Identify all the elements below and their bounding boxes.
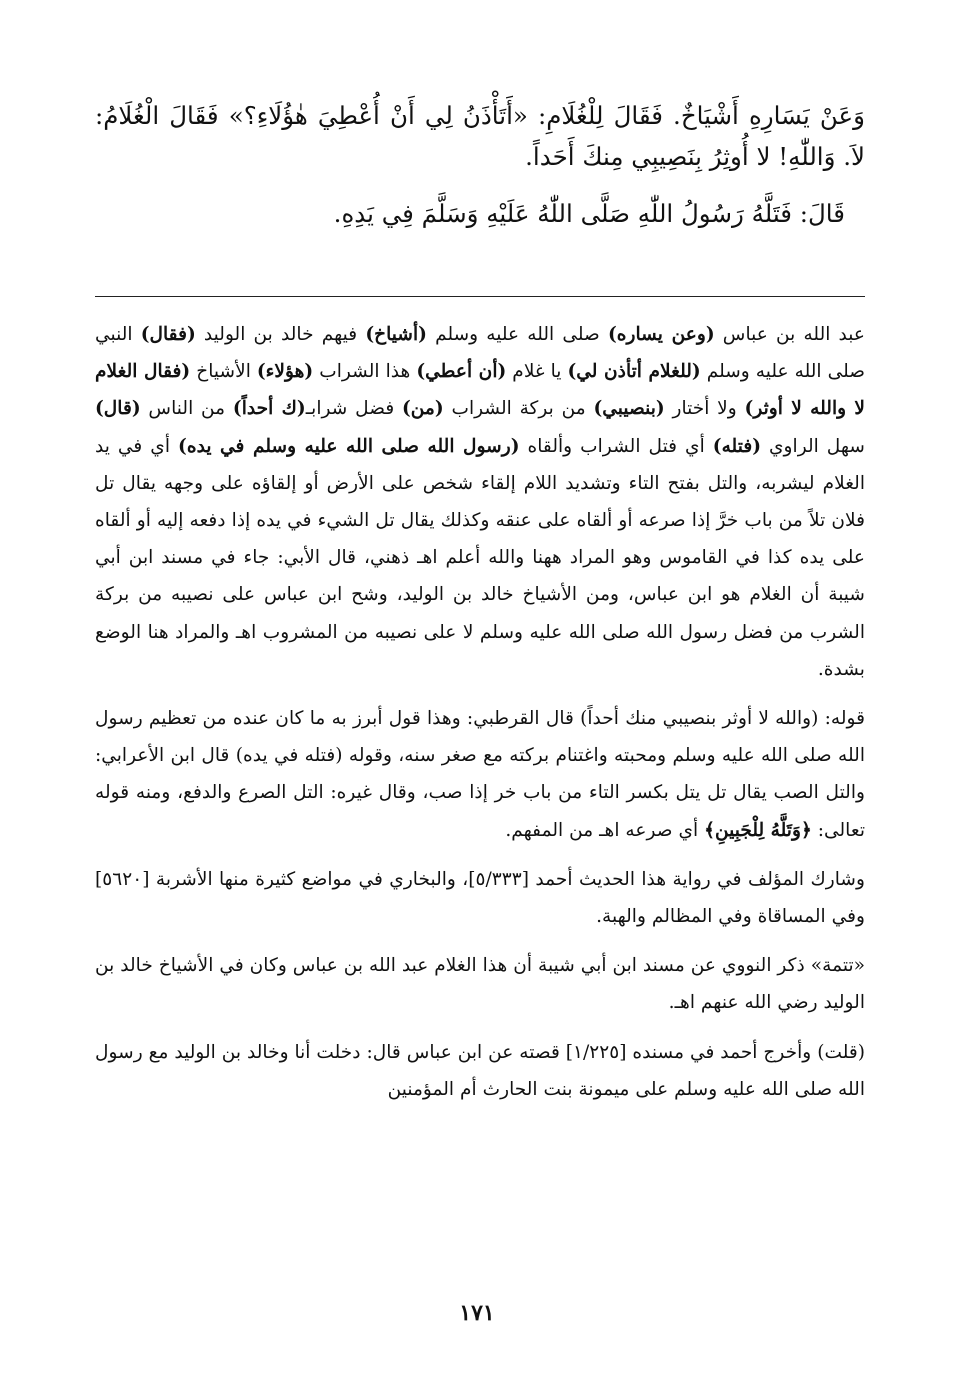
text-segment: عبد الله بن عباس bbox=[714, 324, 866, 345]
text-segment: صلى الله عليه وسلم bbox=[426, 324, 608, 345]
bold-quote-segment: (أشياخ) bbox=[365, 324, 427, 345]
hadith-line-1: وَعَنْ يَسَارِهِ أَشْيَاخٌ. فَقَالَ لِلْغُلَامِ: «أَتَأْذَنُ لِي أَنْ أُعْطِيَ هٰؤُلَاءِ؟» فَقَالَ الْغُلَامُ: لاَ. وَاللّٰهِ! لا أُوثِرُ بِنَصِيبِي مِنكَ أَحَداً. bbox=[95, 101, 865, 171]
bold-quote-segment: (وعن يساره) bbox=[607, 324, 715, 345]
footnote-divider bbox=[95, 296, 865, 297]
hadith-line-2: قَالَ: فَتَلَّهُ رَسُولُ اللّٰهِ صَلَّى اللّٰهُ عَلَيْهِ وَسَلَّمَ فِي يَدِهِ. bbox=[333, 199, 845, 228]
commentary bbox=[95, 316, 865, 1108]
bold-quote-segment: (هؤلاء) bbox=[256, 361, 314, 383]
text-segment: فيهم خالد بن الوليد bbox=[195, 324, 366, 345]
text-segment: أي صرعه اهـ من المفهم. bbox=[505, 819, 705, 841]
text-segment: من بركة الشراب bbox=[443, 398, 594, 420]
text-segment: قوله: (والله لا أوثر بنصيبي منك أحداً) قال القرطبي: وهذا قول أبرز به ما كان عنده من تعظيم رسول الله صلى الله عليه وسلم ومحبته واغتنام بركته مع صغر سنه، وقوله (فتله في يده) قال ابن الأعرابي: والتل الصب يقال تل يتل بكسر التاء من باب خر إذا صب، وقال غيره: التل الصرع والدفع، ومنه قوله تعالى: bbox=[95, 708, 865, 841]
bold-quote-segment: (فتله) bbox=[712, 435, 761, 457]
bold-quote-segment: (ك أحداً) bbox=[232, 398, 306, 420]
text-segment: فضل شرابـ bbox=[305, 398, 402, 420]
bold-quote-segment: (أن أعطي) bbox=[416, 361, 507, 383]
commentary-paragraph-3: وشارك المؤلف في رواية هذا الحديث أحمد [٥/٣٣٣]، والبخاري في مواضع كثيرة منها الأشربة [٥٦٢٠] وفي المساقاة وفي المظالم والهبة. bbox=[95, 868, 865, 928]
text-segment: من الناس bbox=[140, 398, 233, 420]
text-segment: سهل الراوي bbox=[761, 435, 866, 457]
bold-quote-segment: ﴿وَتَلَّهُ لِلْجَبِينِ﴾ bbox=[704, 819, 812, 841]
text-segment: ولا أختار bbox=[664, 398, 745, 420]
commentary-paragraph-1 bbox=[95, 316, 865, 688]
bold-quote-segment: (بنصيبي) bbox=[593, 398, 665, 420]
bold-quote-segment: (للغلام أتأذن لي) bbox=[567, 361, 701, 383]
page-number: ١٧١ bbox=[459, 1300, 495, 1326]
bold-quote-segment: (فقال الغلام لا والله لا أوثر) bbox=[95, 361, 866, 420]
commentary-paragraph-4: «تتمة» ذكر النووي عن مسند ابن أبي شيبة أن هذا الغلام عبد الله بن عباس وكان في الأشياخ خالد بن الوليد رضي الله عنهم اهـ. bbox=[95, 955, 865, 1014]
hadith-text bbox=[95, 95, 865, 234]
bold-quote-segment: (فقال) bbox=[140, 324, 196, 345]
commentary-paragraph-2 bbox=[95, 700, 865, 849]
text-segment: هذا الشراب bbox=[313, 361, 417, 383]
text-segment: يا غلام bbox=[506, 361, 568, 383]
text-segment: أي في يد الغلام ليشربه، والتل بفتح التاء وتشديد اللام إلقاء شخص على الأرض أو إلقاؤه على وجهه يقال تل فلان تلاً من باب خرَّ إذا صرعه أو ألقاه على عنقه وكذلك يقال تل الشيء في يده إذا دفعه إليه أو ألقاه على يده كذا في القاموس وهو المراد ههنا والله أعلم اهـ ذهني، قال الأبي: جاء في مسند ابن أبي شيبة أن الغلام هو ابن عباس، ومن الأشياخ خالد بن الوليد، وشح ابن عباس على نصيبه من بركة الشرب من فضل رسول الله صلى الله عليه وسلم لا على نصيبه من المشروب اهـ والمراد هنا الوضع بشدة. bbox=[95, 435, 865, 680]
commentary-paragraph-5: (قلت) وأخرج أحمد في مسنده [١/٢٢٥] قصته عن ابن عباس قال: دخلت أنا وخالد بن الوليد مع رسول الله صلى الله عليه وسلم على ميمونة بنت الحارث أم المؤمنين bbox=[95, 1041, 866, 1100]
text-segment: أي فتل الشراب وألقاه bbox=[519, 435, 713, 457]
bold-quote-segment: (قال) bbox=[95, 398, 141, 420]
bold-quote-segment: (من) bbox=[401, 398, 444, 420]
text-segment: النبي صلى الله عليه وسلم bbox=[95, 324, 866, 383]
text-segment: الأشياخ bbox=[190, 361, 257, 383]
bold-quote-segment: (رسول الله صلى الله عليه وسلم في يده) bbox=[178, 435, 520, 457]
